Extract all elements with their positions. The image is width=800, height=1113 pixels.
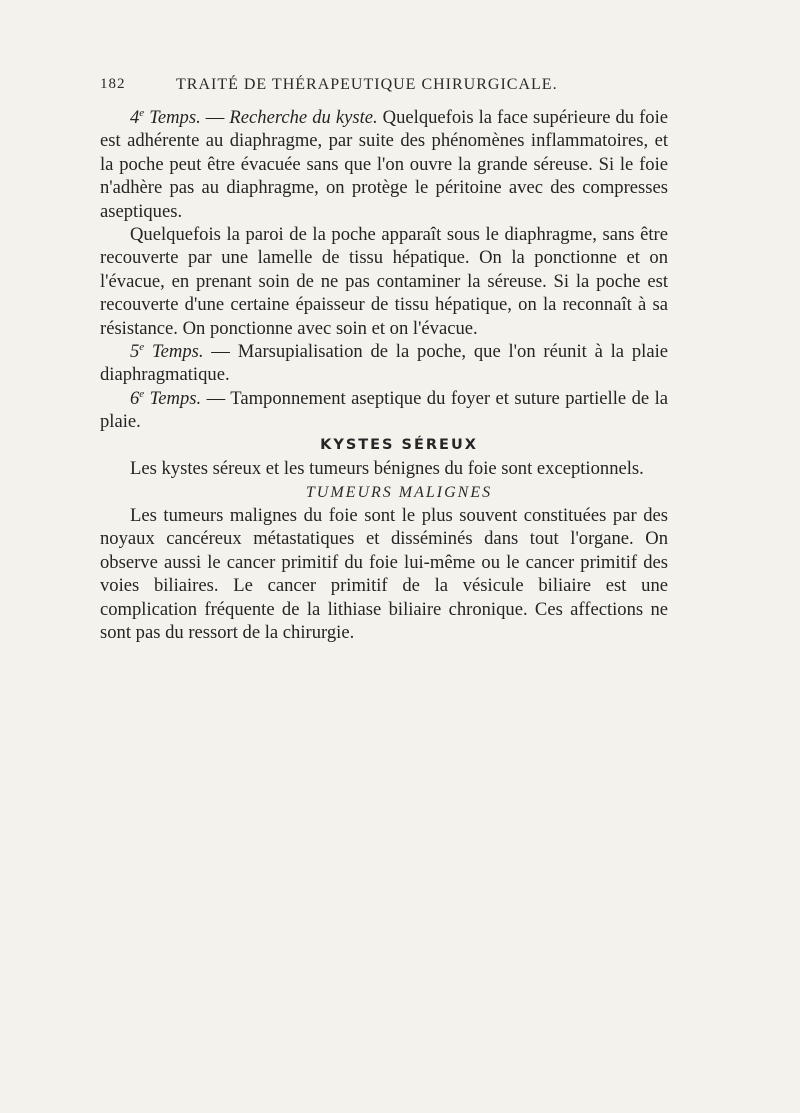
running-head xyxy=(100,76,670,98)
body-text xyxy=(100,106,668,644)
step-title: Recherche du kyste. xyxy=(229,107,378,128)
running-title: TRAITÉ DE THÉRAPEUTIQUE CHIRURGICALE. xyxy=(176,76,558,93)
step-label: Temps. xyxy=(152,341,204,363)
step-label: Temps. xyxy=(149,107,201,128)
paragraph-tumeurs-malignes: Les tumeurs malignes du foie sont le plus souvent constituées par des noyaux cancéreux métastatiques et disséminés dans tout l'organe. On observe aussi le cancer primitif du foie lui-même ou le cancer primitif des voies biliaires. Le cancer primitif de la vésicule biliaire est une complication fréquente de la lithiase biliaire chronique. Ces affections ne sont pas du ressort de la chirurgie. xyxy=(100,504,668,643)
section-heading-kystes-sereux: KYSTES SÉREUX xyxy=(320,436,478,453)
step-number: 4e xyxy=(130,107,145,128)
step-number: 6e xyxy=(130,387,145,409)
paragraph-poche: Quelquefois la paroi de la poche apparaît sous le diaphragme, sans être recouverte par une lamelle de tissu hépatique. On la ponctionne et on l'évacue, en prenant soin de ne pas contaminer la séreuse. Si la poche est recouverte d'une certaine épaisseur de tissu hépatique, on la reconnaît à sa résistance. On ponctionne avec soin et on l'évacue. xyxy=(100,224,668,339)
section-heading-tumeurs-malignes: TUMEURS MALIGNES xyxy=(305,483,493,501)
step-dash: — xyxy=(200,107,230,128)
paragraph-step-5 xyxy=(100,340,668,387)
paragraph-text: Quelquefois la face supérieure du foie est adhérente au diaphragme, par suite des phénomènes inflammatoires, et la poche peut être évacuée sans que l'on ouvre la grande séreuse. Si le foie n'adhère pas au diaphragme, on protège le péritoine avec des compresses aseptiques. xyxy=(100,107,669,222)
step-label: Temps. xyxy=(149,387,202,409)
paragraph-text: — Marsupialisation de la poche, que l'on réunit à la plaie diaphragmatique. xyxy=(100,341,668,386)
page-number: 182 xyxy=(100,76,126,92)
paragraph-kystes-sereux: Les kystes séreux et les tumeurs bénignes du foie sont exceptionnels. xyxy=(130,458,644,480)
step-number: 5e xyxy=(130,341,145,363)
paragraph-step-4 xyxy=(100,106,668,223)
paragraph-step-6 xyxy=(100,387,668,434)
paragraph-text: — Tamponnement aseptique du foyer et suture partielle de la plaie. xyxy=(100,387,668,433)
